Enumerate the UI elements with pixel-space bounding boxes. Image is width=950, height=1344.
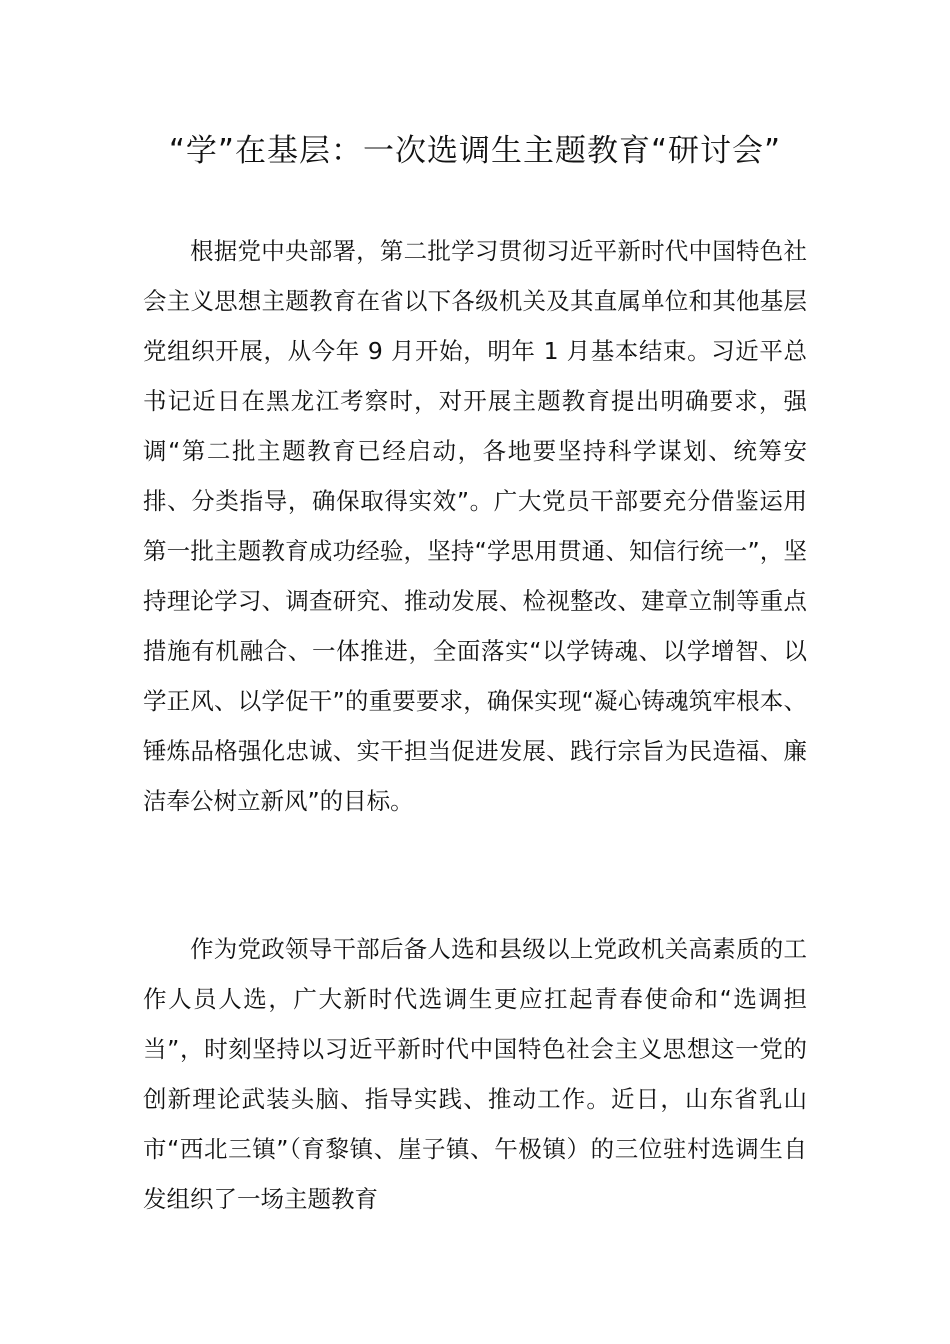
paragraph-1: 根据党中央部署，第二批学习贯彻习近平新时代中国特色社会主义思想主题教育在省以下各级机关及其直属单位和其他基层党组织开展，从今年 9 月开始，明年 1 月基本结束。习近平总书记近日在黑龙江考察时，对开展主题教育提出明确要求，强调“第二批主题教育已经启动，各地要坚持科学谋划、统筹安排、分类指导，确保取得实效”。广大党员干部要充分借鉴运用第一批主题教育成功经验，坚持“学思用贯通、知信行统一”，坚持理论学习、调查研究、推动发展、检视整改、建章立制等重点措施有机融合、一体推进，全面落实“以学铸魂、以学增智、以学正风、以学促干”的重要要求，确保实现“凝心铸魂筑牢根本、锤炼品格强化忠诚、实干担当促进发展、践行宗旨为民造福、廉洁奉公树立新风”的目标。	[143, 237, 807, 815]
document-title: “学”在基层：一次选调生主题教育“研讨会”	[168, 133, 782, 169]
paragraph-2: 作为党政领导干部后备人选和县级以上党政机关高素质的工作人员人选，广大新时代选调生更应扛起青春使命和“选调担当”，时刻坚持以习近平新时代中国特色社会主义思想这一党的创新理论武装头脑、指导实践、推动工作。近日，山东省乳山市“西北三镇”（育黎镇、崖子镇、午极镇）的三位驻村选调生自发组织了一场主题教育	[143, 935, 807, 1213]
